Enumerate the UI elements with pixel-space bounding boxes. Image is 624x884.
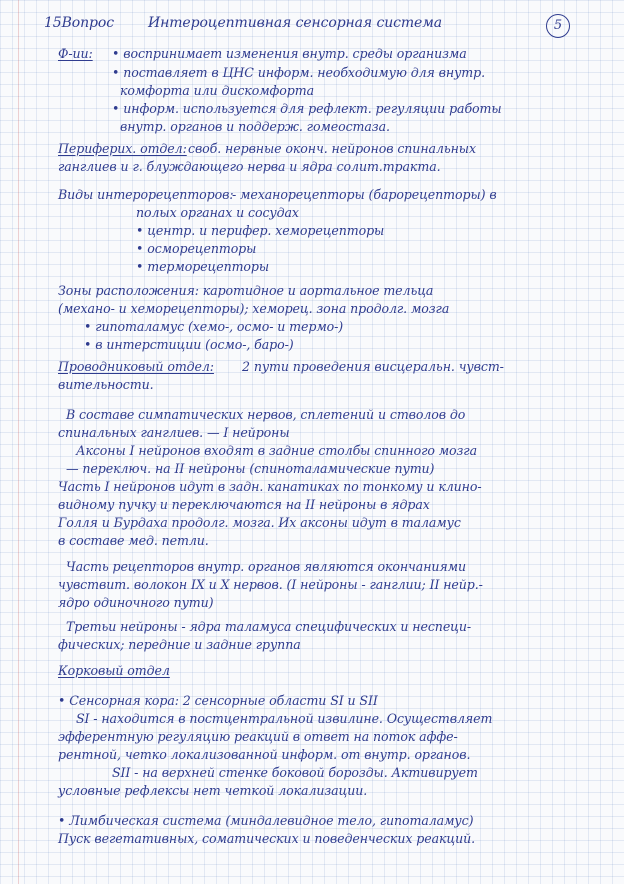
page-number: 5 [546,14,570,38]
conductive-line-2: вительности. [58,377,154,392]
conductive-p1-line-8: в составе мед. петли. [58,533,209,548]
zones-line-1: Зоны расположения: каротидное и аортальное тельца [58,283,434,298]
cortical-line-2: SI - находится в постцентральной извилине. Осуществляет [76,711,493,726]
conductive-p3-line-1: Третьи нейроны - ядра таламуса специфических и неспеци- [66,619,472,634]
conductive-p1-line-1: В составе симпатических нервов, сплетений и стволов до [66,407,466,422]
peripheral-line-1: своб. нервные оконч. нейронов спинальных [188,141,476,156]
conductive-p1-line-5: Часть I нейронов идут в задн. канатиках по тонкому и клино- [58,479,482,494]
receptor-types-label: Виды интерорецепторов: [58,187,234,202]
conductive-p2-line-3: ядро одиночного пути) [58,595,214,610]
cortical-line-6: условные рефлексы нет четкой локализации. [58,783,368,798]
peripheral-label: Перифериx. отдел: [58,141,187,156]
conductive-p1-line-7: Голля и Бурдаха продолг. мозга. Их аксоны идут в таламус [58,515,461,530]
page-title: Интероцептивная сенсорная система [148,15,442,31]
conductive-p2-line-2: чувствит. волокон IX и X нервов. (I нейроны - ганглии; II нейр.- [58,577,483,592]
conductive-p1-line-3: Аксоны I нейронов входят в задние столбы спинного мозга [76,443,477,458]
functions-line-1: • воспринимает изменения внутр. среды организма [112,46,467,61]
functions-line-2: • поставляет в ЦНС информ. необходимую для внутр. [112,65,486,80]
conductive-label: Проводниковый отдел: [58,359,214,374]
functions-line-5: внутр. органов и поддерж. гомеостаза. [120,119,390,134]
conductive-line-1: 2 пути проведения висцеральн. чувст- [242,359,504,374]
receptor-types-line-5: • терморецепторы [136,259,270,274]
receptor-types-line-1: - механорецепторы (барорецепторы) в [232,187,497,202]
conductive-p1-line-4: — переключ. на II нейроны (спиноталамические пути) [66,461,435,476]
margin-line [18,0,19,884]
zones-line-4: • в интерстиции (осмо-, баро-) [84,337,294,352]
functions-line-3: комфорта или дискомфорта [120,83,314,98]
receptor-types-line-4: • осморецепторы [136,241,257,256]
cortical-line-3: эфферентную регуляцию реакций в ответ на поток аффе- [58,729,458,744]
cortical-line-4: рентной, четко локализованной информ. от внутр. органов. [58,747,471,762]
cortical-label: Корковый отдел [58,663,170,678]
functions-line-4: • информ. используется для рефлект. регуляции работы [112,101,502,116]
conductive-p3-line-2: фических; передние и задние группа [58,637,301,652]
question-number: 15Вопрос [44,15,114,31]
functions-label: Ф-ии: [58,46,93,61]
receptor-types-line-2: полых органах и сосудах [136,205,299,220]
cortical-line-5: SII - на верхней стенке боковой борозды. Активирует [112,765,478,780]
zones-line-2: (механо- и хеморецепторы); хеморец. зона продолг. мозга [58,301,450,316]
cortical-line-1: • Сенсорная кора: 2 сенсорные области SI и SII [58,693,378,708]
receptor-types-line-3: • центр. и перифер. хеморецепторы [136,223,385,238]
cortical-line-8: Пуск вегетативных, соматических и поведенческих реакций. [58,831,476,846]
zones-line-3: • гипоталамус (хемо-, осмо- и термо-) [84,319,344,334]
conductive-p1-line-6: видному пучку и переключаются на II нейроны в ядрах [58,497,430,512]
cortical-line-7: • Лимбическая система (миндалевидное тело, гипоталамус) [58,813,474,828]
conductive-p1-line-2: спинальных ганглиев. — I нейроны [58,425,290,440]
peripheral-line-2: ганглиев и г. блуждающего нерва и ядра солит.тракта. [58,159,441,174]
conductive-p2-line-1: Часть рецепторов внутр. органов являются окончаниями [66,559,467,574]
